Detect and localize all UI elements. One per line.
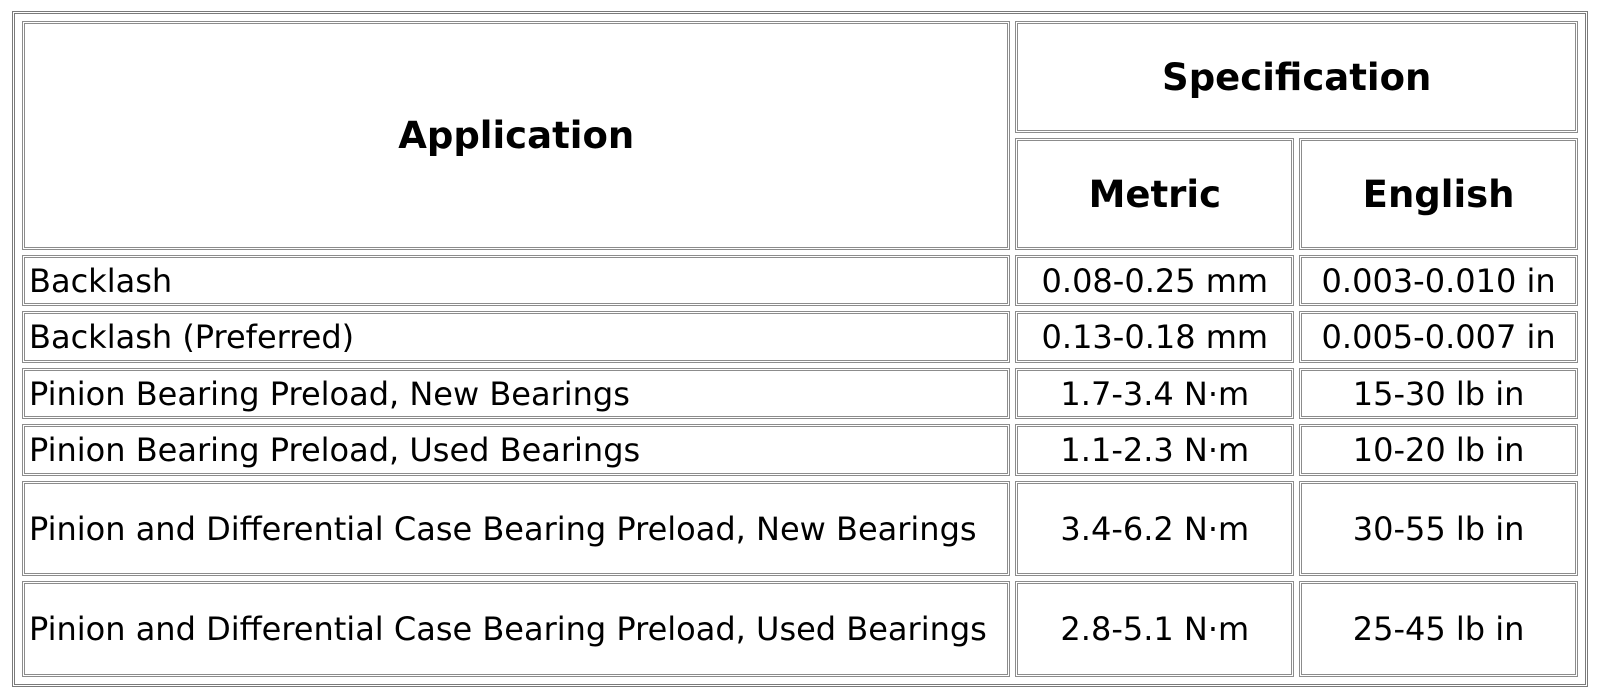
metric-header: Metric (1015, 138, 1294, 250)
english-cell: 15-30 lb in (1299, 368, 1578, 419)
english-cell: 25-45 lb in (1299, 581, 1578, 677)
english-cell: 0.003-0.010 in (1299, 255, 1578, 306)
metric-cell: 0.13-0.18 mm (1015, 311, 1294, 362)
application-cell: Pinion Bearing Preload, Used Bearings (22, 424, 1010, 475)
table-row (22, 255, 1578, 306)
application-cell: Backlash (22, 255, 1010, 306)
metric-cell: 1.1-2.3 N·m (1015, 424, 1294, 475)
application-cell: Pinion and Differential Case Bearing Preload, Used Bearings (22, 581, 1010, 677)
application-cell: Backlash (Preferred) (22, 311, 1010, 362)
english-cell: 0.005-0.007 in (1299, 311, 1578, 362)
specification-header: Specification (1015, 21, 1578, 133)
specification-table-frame (12, 11, 1588, 687)
metric-cell: 2.8-5.1 N·m (1015, 581, 1294, 677)
application-cell: Pinion and Differential Case Bearing Preload, New Bearings (22, 481, 1010, 577)
application-header: Application (22, 21, 1010, 250)
english-cell: 30-55 lb in (1299, 481, 1578, 577)
metric-cell: 1.7-3.4 N·m (1015, 368, 1294, 419)
table-row (22, 424, 1578, 475)
english-cell: 10-20 lb in (1299, 424, 1578, 475)
metric-cell: 0.08-0.25 mm (1015, 255, 1294, 306)
application-cell: Pinion Bearing Preload, New Bearings (22, 368, 1010, 419)
table-row (22, 368, 1578, 419)
metric-cell: 3.4-6.2 N·m (1015, 481, 1294, 577)
table-row (22, 311, 1578, 362)
table-row (22, 581, 1578, 677)
table-row (22, 481, 1578, 577)
specification-table (17, 16, 1583, 682)
english-header: English (1299, 138, 1578, 250)
